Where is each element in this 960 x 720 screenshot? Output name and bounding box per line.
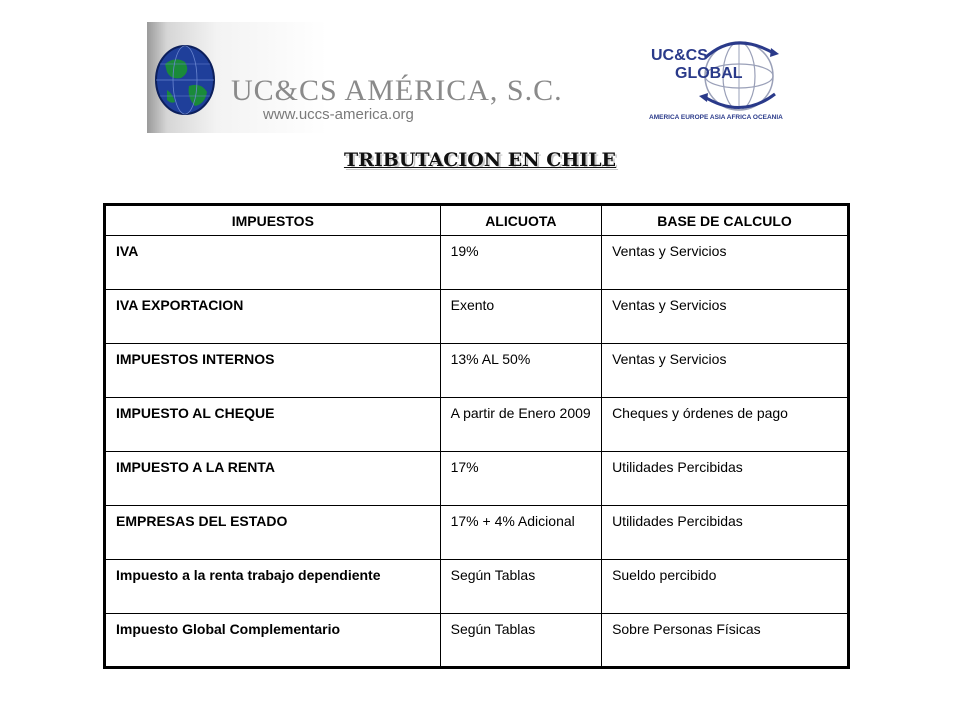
base-cell: Ventas y Servicios <box>602 290 849 344</box>
company-name: UC&CS AMÉRICA, S.C. <box>231 74 563 107</box>
table-header-row <box>105 205 849 236</box>
rate-cell: 13% AL 50% <box>440 344 601 398</box>
table-row <box>105 614 849 668</box>
rate-cell: Según Tablas <box>440 614 601 668</box>
tax-name-cell: Impuesto a la renta trabajo dependiente <box>105 560 441 614</box>
table-row <box>105 506 849 560</box>
table-row <box>105 452 849 506</box>
table-row <box>105 236 849 290</box>
page-title: TRIBUTACION EN CHILE <box>343 149 617 171</box>
base-cell: Ventas y Servicios <box>602 344 849 398</box>
rate-cell: Exento <box>440 290 601 344</box>
base-cell: Sueldo percibido <box>602 560 849 614</box>
tax-name-cell: Impuesto Global Complementario <box>105 614 441 668</box>
table-row <box>105 560 849 614</box>
base-cell: Cheques y órdenes de pago <box>602 398 849 452</box>
logo-text-global: GLOBAL <box>675 65 743 82</box>
column-header-base: BASE DE CALCULO <box>602 205 849 236</box>
column-header-impuestos: IMPUESTOS <box>105 205 441 236</box>
column-header-alicuota: ALICUOTA <box>440 205 601 236</box>
uccs-america-logo <box>147 22 623 133</box>
rate-cell: 19% <box>440 236 601 290</box>
globe-icon <box>153 28 217 124</box>
tax-name-cell: IVA EXPORTACION <box>105 290 441 344</box>
tax-name-cell: EMPRESAS DEL ESTADO <box>105 506 441 560</box>
tax-name-cell: IMPUESTO A LA RENTA <box>105 452 441 506</box>
logo-continents: AMERICA EUROPE ASIA AFRICA OCEANIA <box>649 114 783 121</box>
table-row <box>105 398 849 452</box>
tax-name-cell: IMPUESTO AL CHEQUE <box>105 398 441 452</box>
rate-cell: A partir de Enero 2009 <box>440 398 601 452</box>
base-cell: Utilidades Percibidas <box>602 452 849 506</box>
rate-cell: Según Tablas <box>440 560 601 614</box>
base-cell: Ventas y Servicios <box>602 236 849 290</box>
tax-table <box>103 203 850 669</box>
base-cell: Sobre Personas Físicas <box>602 614 849 668</box>
uccs-global-logo <box>645 36 805 128</box>
company-url: www.uccs-america.org <box>263 106 414 123</box>
table-row <box>105 344 849 398</box>
rate-cell: 17% + 4% Adicional <box>440 506 601 560</box>
logo-text-uccs: UC&CS <box>651 47 708 64</box>
tax-name-cell: IMPUESTOS INTERNOS <box>105 344 441 398</box>
table-row <box>105 290 849 344</box>
tax-name-cell: IVA <box>105 236 441 290</box>
rate-cell: 17% <box>440 452 601 506</box>
base-cell: Utilidades Percibidas <box>602 506 849 560</box>
